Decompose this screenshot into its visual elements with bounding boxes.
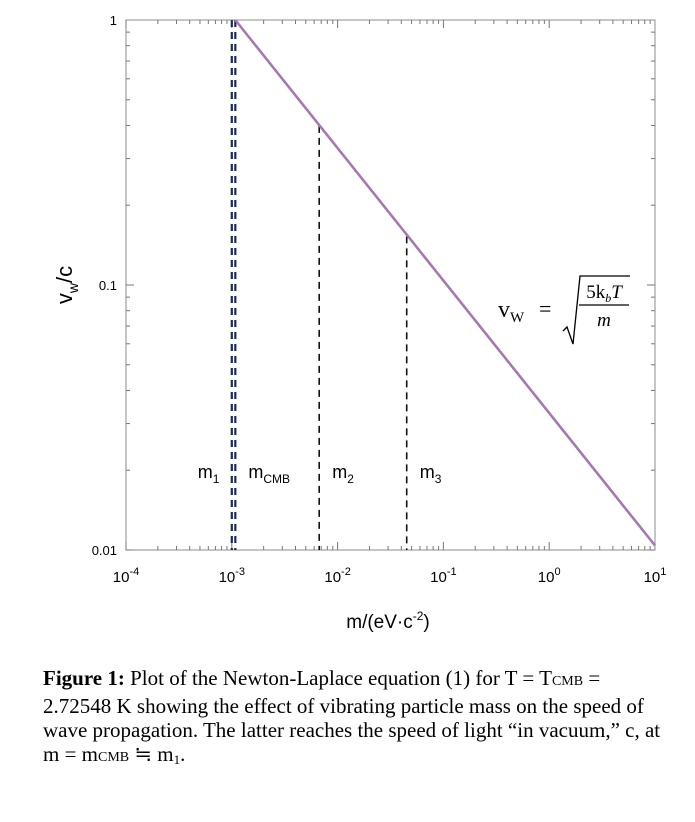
y-axis-label-main: v <box>52 293 77 305</box>
y-tick-label: 1 <box>109 13 117 28</box>
y-tick-labels <box>92 13 117 558</box>
caption-label: Figure 1: <box>43 666 125 690</box>
vline-label-mcmb: $m_{CMB}$ <box>248 462 291 486</box>
x-axis-label <box>346 609 430 633</box>
caption-part3: ≒ m <box>129 742 174 766</box>
caption-sub: 1 <box>173 752 181 767</box>
x-axis-label-sup: -2 <box>412 609 424 623</box>
x-tick-label: $10^0$ <box>537 566 561 586</box>
formula-equals: = <box>539 296 552 321</box>
x-tick-labels <box>113 566 667 586</box>
figure-caption <box>43 666 663 772</box>
vertical-lines <box>198 20 442 550</box>
x-axis-label-main: m/(eV·c <box>346 612 413 633</box>
x-tick-label: $10^{-2}$ <box>324 566 351 586</box>
formula-annotation <box>498 276 630 344</box>
caption-cmb-1: CMB <box>551 674 584 689</box>
vline-label-m2: $m_2$ <box>332 462 354 486</box>
caption-end: . <box>180 742 186 766</box>
x-tick-label: $10^{-3}$ <box>218 566 246 586</box>
formula-denominator: m <box>597 310 611 331</box>
x-axis-label-end: ) <box>423 612 430 633</box>
caption-part2: = 2.72548 K showing the effect of vibrating particle mass on the speed of wave propagation. The latter reaches the speed of light “in vacuum,” c, at m = m <box>43 666 661 766</box>
formula-numerator: $5k_bT$ <box>586 282 622 305</box>
y-tick-label: 0.01 <box>91 543 117 558</box>
y-axis-label-sub: w <box>65 283 81 294</box>
formula-lhs: $v_W$ <box>498 297 525 326</box>
x-tick-label: $10^{-4}$ <box>112 566 140 586</box>
y-tick-label: 0.1 <box>98 278 117 293</box>
x-tick-label: $10^{-1}$ <box>430 566 457 586</box>
caption-cmb-2: CMB <box>98 750 130 765</box>
y-axis-label-end: /c <box>52 265 77 283</box>
vline-label-m3: $m_3$ <box>419 462 442 486</box>
vline-label-m1: $m_1$ <box>197 462 220 486</box>
caption-part1: Plot of the Newton-Laplace equation (1) for T = T <box>124 666 552 690</box>
y-axis-label <box>52 266 81 304</box>
x-tick-label: $10^1$ <box>643 566 667 586</box>
